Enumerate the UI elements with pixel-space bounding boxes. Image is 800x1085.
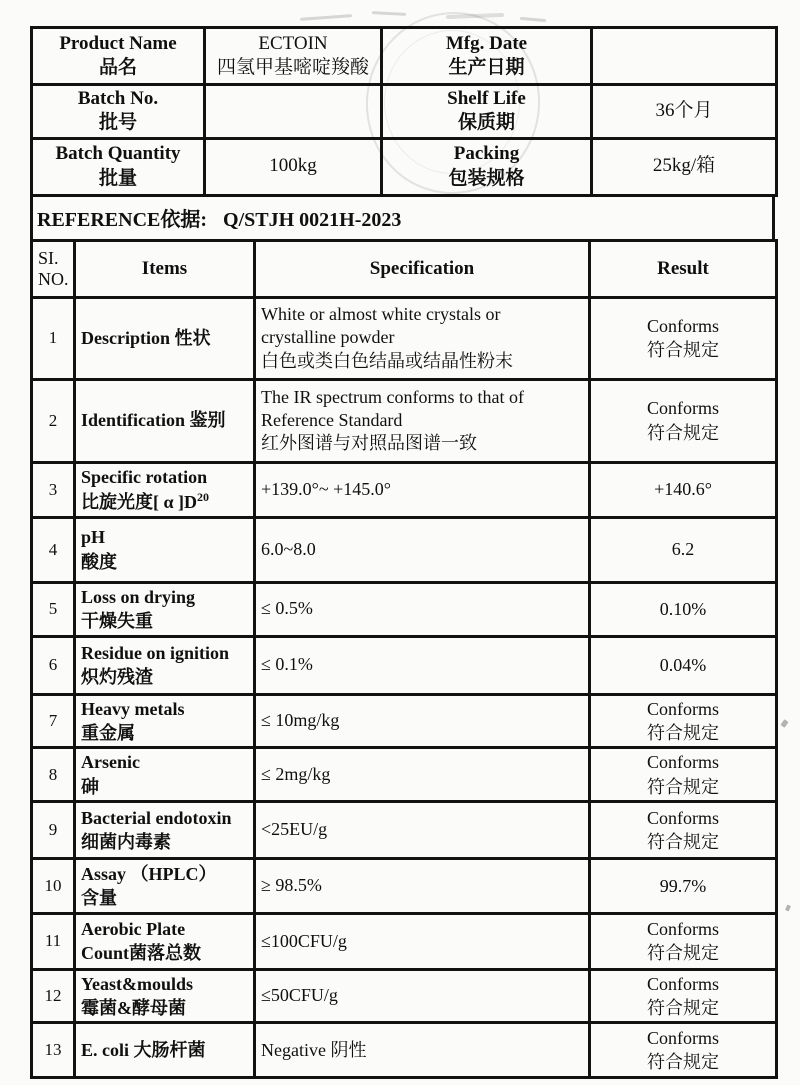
spec-table xyxy=(30,239,778,1080)
scan-speck xyxy=(780,719,788,728)
result-cell: Conforms 符合规定 xyxy=(590,913,777,969)
info-table xyxy=(30,26,778,197)
item-cell: Yeast&moulds 霉菌&酵母菌 xyxy=(75,969,255,1023)
row-no: 4 xyxy=(32,517,75,582)
table-row xyxy=(32,748,777,802)
product-name-label xyxy=(32,28,205,85)
item-cell: E. coli 大肠杆菌 xyxy=(75,1023,255,1078)
reference-value: Q/STJH 0021H-2023 xyxy=(223,209,402,232)
header-result: Result xyxy=(590,240,777,297)
row-no: 3 xyxy=(32,462,75,517)
spec-cell: White or almost white crystals or crystalline powder 白色或类白色结晶或结晶性粉末 xyxy=(255,297,590,379)
item-cell: Arsenic 砷 xyxy=(75,748,255,802)
product-name-label-zh: 品名 xyxy=(98,57,137,78)
table-row xyxy=(32,517,777,582)
result-cell: +140.6° xyxy=(590,462,777,517)
result-cell: Conforms 符合规定 xyxy=(590,969,777,1023)
packing-text: 25kg/箱 xyxy=(652,155,716,177)
scan-smudge xyxy=(520,17,546,22)
row-no: 10 xyxy=(32,858,75,913)
row-no: 1 xyxy=(32,297,75,379)
packing-label xyxy=(382,138,592,195)
header-si-no xyxy=(32,240,75,297)
result-cell: Conforms 符合规定 xyxy=(590,1023,777,1078)
row-no: 12 xyxy=(32,969,75,1023)
table-row xyxy=(32,801,777,858)
item-cell: Residue on ignition 炽灼残渣 xyxy=(75,636,255,694)
superscript-20: 20 xyxy=(197,489,210,504)
spec-cell: ≤ 0.5% xyxy=(255,582,590,636)
spec-cell: ≤50CFU/g xyxy=(255,969,590,1023)
row-no: 2 xyxy=(32,379,75,462)
table-row xyxy=(32,379,777,462)
batch-quantity-value xyxy=(205,138,382,195)
document-body xyxy=(30,26,775,1079)
table-row xyxy=(32,297,777,379)
result-cell: 0.04% xyxy=(590,636,777,694)
item-cell: Heavy metals 重金属 xyxy=(75,694,255,748)
reference-label: REFERENCE依据: xyxy=(37,209,208,232)
product-name-zh: 四氢甲基嘧啶羧酸 xyxy=(216,57,369,78)
spec-cell: ≥ 98.5% xyxy=(255,858,590,913)
spec-cell: ≤ 0.1% xyxy=(255,636,590,694)
item-cell: Bacterial endotoxin 细菌内毒素 xyxy=(75,801,255,858)
scan-smudge xyxy=(372,11,406,16)
spec-cell: +139.0°~ +145.0° xyxy=(255,462,590,517)
result-cell: Conforms 符合规定 xyxy=(590,694,777,748)
row-no: 9 xyxy=(32,801,75,858)
scan-speck xyxy=(785,904,791,911)
item-cell: Loss on drying 干燥失重 xyxy=(75,582,255,636)
batch-no-label-en: Batch No. xyxy=(77,88,159,109)
batch-quantity-label-en: Batch Quantity xyxy=(55,143,181,165)
table-row xyxy=(32,858,777,913)
table-row xyxy=(32,969,777,1023)
result-cell: Conforms 符合规定 xyxy=(590,379,777,462)
packing-label-zh: 包装规格 xyxy=(448,167,525,189)
header-specification: Specification xyxy=(255,240,590,297)
result-cell: Conforms 符合规定 xyxy=(590,748,777,802)
batch-quantity-label xyxy=(32,138,205,195)
scan-smudge xyxy=(300,14,352,21)
product-name-value xyxy=(205,28,382,85)
spec-header-row xyxy=(32,240,777,297)
reference-bar xyxy=(30,194,775,242)
shelf-life-label-zh: 保质期 xyxy=(457,112,515,134)
shelf-life-text: 36个月 xyxy=(655,100,713,122)
table-row xyxy=(32,582,777,636)
result-cell: 6.2 xyxy=(590,517,777,582)
spec-cell: The IR spectrum conforms to that of Reference Standard 红外图谱与对照品图谱一致 xyxy=(255,379,590,462)
item-cell: Identification 鉴别 xyxy=(75,379,255,462)
result-cell: 0.10% xyxy=(590,582,777,636)
row-no: 11 xyxy=(32,913,75,969)
row-no: 13 xyxy=(32,1023,75,1078)
header-no: NO. xyxy=(38,268,69,289)
header-items: Items xyxy=(75,240,255,297)
row-no: 5 xyxy=(32,582,75,636)
result-cell: 99.7% xyxy=(590,858,777,913)
packing-value xyxy=(592,138,777,195)
batch-no-label xyxy=(32,85,205,139)
batch-no-value xyxy=(205,85,382,139)
item-cell: pH 酸度 xyxy=(75,517,255,582)
result-cell: Conforms 符合规定 xyxy=(590,801,777,858)
spec-cell: 6.0~8.0 xyxy=(255,517,590,582)
product-name-en: ECTOIN xyxy=(258,32,328,54)
mfg-date-label-en: Mfg. Date xyxy=(445,32,528,54)
spec-cell: ≤100CFU/g xyxy=(255,913,590,969)
table-row xyxy=(32,636,777,694)
spec-cell: <25EU/g xyxy=(255,801,590,858)
product-name-label-en: Product Name xyxy=(59,32,177,54)
packing-label-en: Packing xyxy=(453,143,520,165)
item-cell: Specific rotation 比旋光度[ α ]$D^{20}$ xyxy=(75,462,255,517)
info-row-product xyxy=(32,28,777,85)
row-no: 8 xyxy=(32,748,75,802)
batch-no-label-zh: 批号 xyxy=(98,112,137,134)
table-row xyxy=(32,913,777,969)
item-cell: Assay （HPLC） 含量 xyxy=(75,858,255,913)
mfg-date-value xyxy=(592,28,777,85)
mfg-date-label-zh: 生产日期 xyxy=(448,57,525,78)
row-no: 6 xyxy=(32,636,75,694)
table-row xyxy=(32,694,777,748)
reference-cell xyxy=(32,195,774,240)
batch-quantity-label-zh: 批量 xyxy=(98,167,137,189)
table-row xyxy=(32,462,777,517)
spec-cell: ≤ 10mg/kg xyxy=(255,694,590,748)
info-row-batch-no xyxy=(32,85,777,139)
item-cell: Aerobic Plate Count菌落总数 xyxy=(75,913,255,969)
header-si: SI. xyxy=(38,247,59,268)
info-row-batch-quantity xyxy=(32,138,777,195)
shelf-life-label-en: Shelf Life xyxy=(447,88,526,109)
table-row xyxy=(32,1023,777,1078)
shelf-life-value xyxy=(592,85,777,139)
batch-quantity-text: 100kg xyxy=(269,155,317,177)
spec-cell: ≤ 2mg/kg xyxy=(255,748,590,802)
row-no: 7 xyxy=(32,694,75,748)
shelf-life-label xyxy=(382,85,592,139)
mfg-date-label xyxy=(382,28,592,85)
item-cell: Description 性状 xyxy=(75,297,255,379)
spec-cell: Negative 阴性 xyxy=(255,1023,590,1078)
result-cell: Conforms 符合规定 xyxy=(590,297,777,379)
